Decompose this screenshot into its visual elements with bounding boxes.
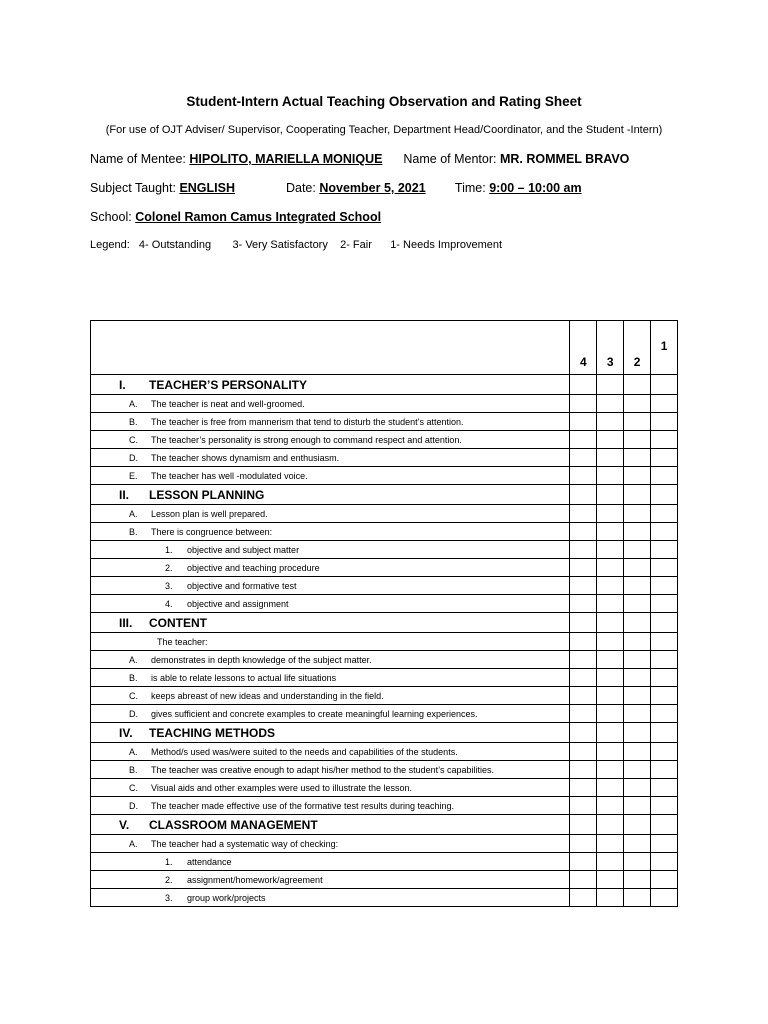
criterion-label-cell bbox=[91, 761, 570, 779]
subject-date-time-line bbox=[90, 181, 582, 195]
criterion-text: The teacher is neat and well-groomed. bbox=[151, 398, 305, 409]
rating-cell-2[interactable] bbox=[624, 687, 651, 705]
rating-cell-1[interactable] bbox=[651, 523, 678, 541]
mentee-value: HIPOLITO, MARIELLA MONIQUE bbox=[189, 152, 383, 166]
criterion-row bbox=[91, 761, 678, 779]
sheet-subtitle: (For use of OJT Adviser/ Supervisor, Cooperating Teacher, Department Head/Coordinator, and the Student -Intern) bbox=[105, 124, 663, 136]
rating-cell-3[interactable] bbox=[597, 413, 624, 431]
rating-cell-4[interactable] bbox=[570, 595, 597, 613]
criterion-row bbox=[91, 467, 678, 485]
rating-cell-3[interactable] bbox=[597, 505, 624, 523]
rating-cell-1[interactable] bbox=[651, 835, 678, 853]
section-number: I. bbox=[119, 377, 126, 392]
rating-cell-1[interactable] bbox=[651, 633, 678, 651]
rating-cell-2[interactable] bbox=[624, 835, 651, 853]
rating-cell-2 bbox=[624, 375, 651, 395]
rating-cell-2[interactable] bbox=[624, 505, 651, 523]
rating-cell-4[interactable] bbox=[570, 633, 597, 651]
rating-cell-2[interactable] bbox=[624, 467, 651, 485]
rating-cell-2[interactable] bbox=[624, 743, 651, 761]
rating-cell-4[interactable] bbox=[570, 559, 597, 577]
criterion-marker: A. bbox=[129, 398, 138, 409]
criterion-text: The teacher had a systematic way of checking: bbox=[151, 838, 339, 849]
rating-cell-3[interactable] bbox=[597, 835, 624, 853]
rating-col-1-header: 1 bbox=[651, 321, 678, 375]
time-value: 9:00 – 10:00 am bbox=[489, 181, 582, 195]
criterion-row bbox=[91, 687, 678, 705]
criterion-marker: 4. bbox=[165, 598, 173, 609]
criterion-label-cell bbox=[91, 431, 570, 449]
rating-cell-2[interactable] bbox=[624, 797, 651, 815]
criterion-text: objective and subject matter bbox=[187, 544, 300, 555]
rating-cell-3[interactable] bbox=[597, 595, 624, 613]
criterion-row bbox=[91, 395, 678, 413]
criterion-marker: 3. bbox=[165, 892, 173, 903]
criterion-label-cell bbox=[91, 705, 570, 723]
rating-cell-4[interactable] bbox=[570, 523, 597, 541]
criterion-label-cell bbox=[91, 485, 570, 505]
table-header-row bbox=[91, 321, 678, 375]
criterion-text: objective and assignment bbox=[187, 598, 289, 609]
criterion-label-cell bbox=[91, 467, 570, 485]
criterion-marker: B. bbox=[129, 526, 138, 537]
rating-cell-2[interactable] bbox=[624, 889, 651, 907]
criterion-marker: A. bbox=[129, 654, 138, 665]
criterion-row bbox=[91, 577, 678, 595]
rating-cell-3[interactable] bbox=[597, 651, 624, 669]
criterion-text: objective and formative test bbox=[187, 580, 297, 591]
criterion-label-cell bbox=[91, 669, 570, 687]
mentor-value: MR. ROMMEL BRAVO bbox=[499, 152, 630, 166]
rating-cell-1[interactable] bbox=[651, 797, 678, 815]
mentor-label: Name of Mentor: bbox=[403, 152, 497, 166]
criterion-text: keeps abreast of new ideas and understanding in the field. bbox=[151, 690, 384, 701]
criterion-row bbox=[91, 669, 678, 687]
rating-cell-2[interactable] bbox=[624, 395, 651, 413]
rating-cell-4[interactable] bbox=[570, 395, 597, 413]
section-title: TEACHING METHODS bbox=[149, 725, 275, 740]
rating-cell-2[interactable] bbox=[624, 761, 651, 779]
rating-cell-3[interactable] bbox=[597, 633, 624, 651]
rating-cell-3[interactable] bbox=[597, 889, 624, 907]
rating-cell-4[interactable] bbox=[570, 669, 597, 687]
section-title: LESSON PLANNING bbox=[149, 487, 265, 502]
rating-cell-2 bbox=[624, 815, 651, 835]
rating-cell-2[interactable] bbox=[624, 853, 651, 871]
criterion-row bbox=[91, 835, 678, 853]
section-title: CONTENT bbox=[149, 615, 207, 630]
rating-cell-4[interactable] bbox=[570, 779, 597, 797]
rating-cell-2[interactable] bbox=[624, 559, 651, 577]
criterion-row bbox=[91, 505, 678, 523]
criterion-text: The teacher has well -modulated voice. bbox=[151, 470, 308, 481]
rating-cell-4[interactable] bbox=[570, 449, 597, 467]
rating-cell-4 bbox=[570, 375, 597, 395]
rating-cell-3[interactable] bbox=[597, 853, 624, 871]
rating-cell-3[interactable] bbox=[597, 449, 624, 467]
section-row bbox=[91, 613, 678, 633]
rating-cell-2[interactable] bbox=[624, 595, 651, 613]
criterion-marker: 2. bbox=[165, 874, 173, 885]
criterion-marker: D. bbox=[129, 800, 138, 811]
rating-cell-3 bbox=[597, 375, 624, 395]
rating-cell-3 bbox=[597, 723, 624, 743]
rating-cell-1 bbox=[651, 375, 678, 395]
rating-cell-2[interactable] bbox=[624, 633, 651, 651]
criterion-text: gives sufficient and concrete examples to create meaningful learning experiences. bbox=[151, 708, 478, 719]
rating-cell-1[interactable] bbox=[651, 889, 678, 907]
criterion-marker: 1. bbox=[165, 544, 173, 555]
criterion-marker: 1. bbox=[165, 856, 173, 867]
rating-cell-1[interactable] bbox=[651, 853, 678, 871]
criterion-row bbox=[91, 705, 678, 723]
rating-cell-4[interactable] bbox=[570, 651, 597, 669]
criterion-marker: B. bbox=[129, 416, 138, 427]
criterion-marker: 2. bbox=[165, 562, 173, 573]
criterion-marker: C. bbox=[129, 690, 138, 701]
criterion-label-cell bbox=[91, 743, 570, 761]
section-number: III. bbox=[119, 615, 133, 630]
criterion-marker: 3. bbox=[165, 580, 173, 591]
rating-cell-3[interactable] bbox=[597, 871, 624, 889]
criterion-label-cell bbox=[91, 723, 570, 743]
rating-cell-2 bbox=[624, 723, 651, 743]
criterion-label-cell bbox=[91, 853, 570, 871]
rating-cell-1[interactable] bbox=[651, 705, 678, 723]
criterion-label-cell bbox=[91, 595, 570, 613]
rating-cell-1[interactable] bbox=[651, 449, 678, 467]
rating-cell-4[interactable] bbox=[570, 687, 597, 705]
section-number: IV. bbox=[119, 725, 133, 740]
rating-cell-4[interactable] bbox=[570, 871, 597, 889]
criterion-text: Visual aids and other examples were used to illustrate the lesson. bbox=[151, 782, 412, 793]
criterion-text: The teacher was creative enough to adapt his/her method to the student’s capabilities. bbox=[151, 764, 495, 775]
criterion-text: The teacher made effective use of the formative test results during teaching. bbox=[151, 800, 454, 811]
rating-cell-1[interactable] bbox=[651, 761, 678, 779]
rating-cell-3[interactable] bbox=[597, 395, 624, 413]
rating-cell-3[interactable] bbox=[597, 523, 624, 541]
rating-cell-1[interactable] bbox=[651, 577, 678, 595]
criterion-marker: E. bbox=[129, 470, 138, 481]
rating-cell-1[interactable] bbox=[651, 871, 678, 889]
criterion-row bbox=[91, 853, 678, 871]
mentee-label: Name of Mentee: bbox=[90, 152, 186, 166]
criterion-text: assignment/homework/agreement bbox=[187, 874, 323, 885]
rating-cell-1[interactable] bbox=[651, 669, 678, 687]
criterion-label-cell bbox=[91, 559, 570, 577]
rating-legend: Legend: 4- Outstanding 3- Very Satisfactory 2- Fair 1- Needs Improvement bbox=[90, 239, 503, 251]
criterion-text: The teacher shows dynamism and enthusiasm. bbox=[151, 452, 340, 463]
rating-cell-3 bbox=[597, 485, 624, 505]
criterion-marker: D. bbox=[129, 708, 138, 719]
criterion-row bbox=[91, 523, 678, 541]
rating-cell-2[interactable] bbox=[624, 413, 651, 431]
rating-cell-2[interactable] bbox=[624, 669, 651, 687]
date-value: November 5, 2021 bbox=[319, 181, 426, 195]
subject-value: ENGLISH bbox=[179, 181, 235, 195]
rating-cell-2[interactable] bbox=[624, 541, 651, 559]
rating-cell-2[interactable] bbox=[624, 705, 651, 723]
rating-cell-1[interactable] bbox=[651, 559, 678, 577]
rating-col-2-header: 2 bbox=[624, 321, 651, 375]
section-title: TEACHER’S PERSONALITY bbox=[149, 377, 308, 392]
criterion-label-cell bbox=[91, 375, 570, 395]
criterion-label-cell bbox=[91, 687, 570, 705]
criterion-marker: B. bbox=[129, 672, 138, 683]
rating-cell-2[interactable] bbox=[624, 779, 651, 797]
section-row bbox=[91, 485, 678, 505]
criterion-label-cell bbox=[91, 413, 570, 431]
criterion-label-cell bbox=[91, 541, 570, 559]
rating-cell-4 bbox=[570, 815, 597, 835]
rating-cell-1 bbox=[651, 815, 678, 835]
rating-cell-1[interactable] bbox=[651, 779, 678, 797]
rating-cell-2[interactable] bbox=[624, 577, 651, 595]
rating-cell-3[interactable] bbox=[597, 779, 624, 797]
rating-cell-3[interactable] bbox=[597, 761, 624, 779]
criterion-marker: C. bbox=[129, 434, 138, 445]
criterion-marker: C. bbox=[129, 782, 138, 793]
criterion-text: group work/projects bbox=[187, 892, 266, 903]
criterion-label-cell bbox=[91, 835, 570, 853]
criterion-label-cell bbox=[91, 505, 570, 523]
rating-cell-4 bbox=[570, 613, 597, 633]
rating-cell-4[interactable] bbox=[570, 541, 597, 559]
section-row bbox=[91, 723, 678, 743]
rating-table bbox=[90, 320, 678, 907]
section-row bbox=[91, 375, 678, 395]
criterion-label-cell bbox=[91, 779, 570, 797]
sheet-title: Student-Intern Actual Teaching Observation and Rating Sheet bbox=[186, 94, 582, 109]
criterion-label-cell bbox=[91, 889, 570, 907]
rating-cell-2 bbox=[624, 485, 651, 505]
criterion-marker: A. bbox=[129, 838, 138, 849]
criterion-label-cell bbox=[91, 633, 570, 651]
subject-label: Subject Taught: bbox=[90, 181, 176, 195]
rating-cell-4[interactable] bbox=[570, 431, 597, 449]
criterion-row bbox=[91, 431, 678, 449]
rating-cell-4[interactable] bbox=[570, 835, 597, 853]
rating-cell-3[interactable] bbox=[597, 541, 624, 559]
rating-cell-3[interactable] bbox=[597, 705, 624, 723]
rating-cell-1[interactable] bbox=[651, 687, 678, 705]
rating-cell-2[interactable] bbox=[624, 871, 651, 889]
section-title: CLASSROOM MANAGEMENT bbox=[149, 817, 318, 832]
rating-cell-3[interactable] bbox=[597, 743, 624, 761]
criterion-row bbox=[91, 797, 678, 815]
school-value: Colonel Ramon Camus Integrated School bbox=[135, 210, 382, 224]
criterion-label-cell bbox=[91, 449, 570, 467]
criterion-marker: A. bbox=[129, 746, 138, 757]
criterion-text: The teacher is free from mannerism that tend to disturb the student’s attention. bbox=[151, 416, 464, 427]
rating-cell-4[interactable] bbox=[570, 705, 597, 723]
rating-cell-1[interactable] bbox=[651, 651, 678, 669]
criterion-label-cell bbox=[91, 577, 570, 595]
rating-cell-3 bbox=[597, 815, 624, 835]
rating-cell-1[interactable] bbox=[651, 467, 678, 485]
criterion-marker: A. bbox=[129, 508, 138, 519]
rating-cell-3[interactable] bbox=[597, 577, 624, 595]
rating-cell-4[interactable] bbox=[570, 505, 597, 523]
rating-cell-3[interactable] bbox=[597, 467, 624, 485]
rating-cell-1[interactable] bbox=[651, 743, 678, 761]
section-row bbox=[91, 815, 678, 835]
rating-cell-1[interactable] bbox=[651, 431, 678, 449]
criterion-label-cell bbox=[91, 797, 570, 815]
rating-cell-3[interactable] bbox=[597, 797, 624, 815]
section-number: V. bbox=[119, 817, 130, 832]
rating-col-4-header: 4 bbox=[570, 321, 597, 375]
criterion-text: Method/s used was/were suited to the needs and capabilities of the students. bbox=[151, 746, 458, 757]
rating-cell-4[interactable] bbox=[570, 413, 597, 431]
criterion-row bbox=[91, 651, 678, 669]
criterion-row bbox=[91, 595, 678, 613]
rating-cell-4[interactable] bbox=[570, 467, 597, 485]
criterion-label-cell bbox=[91, 523, 570, 541]
criterion-text: Lesson plan is well prepared. bbox=[151, 508, 268, 519]
section-number: II. bbox=[119, 487, 130, 502]
criterion-row bbox=[91, 889, 678, 907]
rating-cell-4 bbox=[570, 723, 597, 743]
criterion-label-cell bbox=[91, 871, 570, 889]
criterion-label-cell bbox=[91, 651, 570, 669]
rating-cell-4[interactable] bbox=[570, 797, 597, 815]
school-line bbox=[90, 210, 381, 224]
criterion-row bbox=[91, 779, 678, 797]
rating-cell-2 bbox=[624, 613, 651, 633]
rating-cell-4[interactable] bbox=[570, 577, 597, 595]
rating-cell-3[interactable] bbox=[597, 559, 624, 577]
rating-cell-2[interactable] bbox=[624, 523, 651, 541]
criterion-marker: B. bbox=[129, 764, 138, 775]
rating-cell-3[interactable] bbox=[597, 431, 624, 449]
rating-cell-4[interactable] bbox=[570, 889, 597, 907]
criterion-row bbox=[91, 743, 678, 761]
rating-cell-4[interactable] bbox=[570, 743, 597, 761]
rating-cell-1[interactable] bbox=[651, 541, 678, 559]
criterion-row bbox=[91, 541, 678, 559]
criterion-text: The teacher: bbox=[157, 636, 208, 647]
rating-cell-1 bbox=[651, 485, 678, 505]
criterion-marker: D. bbox=[129, 452, 138, 463]
criterion-text: is able to relate lessons to actual life situations bbox=[151, 672, 337, 683]
rating-cell-3[interactable] bbox=[597, 687, 624, 705]
rating-cell-1[interactable] bbox=[651, 395, 678, 413]
rating-cell-1 bbox=[651, 613, 678, 633]
criterion-row bbox=[91, 871, 678, 889]
school-label: School: bbox=[90, 210, 132, 224]
criterion-label-cell bbox=[91, 815, 570, 835]
rating-cell-1[interactable] bbox=[651, 505, 678, 523]
date-label: Date: bbox=[285, 181, 316, 195]
rating-col-3-header: 3 bbox=[597, 321, 624, 375]
criterion-label-cell bbox=[91, 613, 570, 633]
mentee-mentor-line bbox=[90, 152, 629, 166]
rating-cell-2[interactable] bbox=[624, 449, 651, 467]
criterion-text: The teacher’s personality is strong enough to command respect and attention. bbox=[151, 434, 462, 445]
criterion-text: demonstrates in depth knowledge of the subject matter. bbox=[151, 654, 372, 665]
criterion-row bbox=[91, 633, 678, 651]
rating-cell-3[interactable] bbox=[597, 669, 624, 687]
criterion-text: objective and teaching procedure bbox=[187, 562, 320, 573]
rating-cell-4 bbox=[570, 485, 597, 505]
rating-cell-2[interactable] bbox=[624, 431, 651, 449]
criterion-text: attendance bbox=[187, 856, 232, 867]
rating-cell-2[interactable] bbox=[624, 651, 651, 669]
rating-cell-4[interactable] bbox=[570, 761, 597, 779]
rating-cell-1[interactable] bbox=[651, 595, 678, 613]
header-blank-cell bbox=[91, 321, 570, 375]
criterion-text: There is congruence between: bbox=[151, 526, 273, 537]
criterion-label-cell bbox=[91, 395, 570, 413]
rating-cell-3 bbox=[597, 613, 624, 633]
rating-cell-1[interactable] bbox=[651, 413, 678, 431]
time-label: Time: bbox=[454, 181, 486, 195]
rating-cell-4[interactable] bbox=[570, 853, 597, 871]
rating-cell-1 bbox=[651, 723, 678, 743]
criterion-row bbox=[91, 413, 678, 431]
criterion-row bbox=[91, 449, 678, 467]
criterion-row bbox=[91, 559, 678, 577]
